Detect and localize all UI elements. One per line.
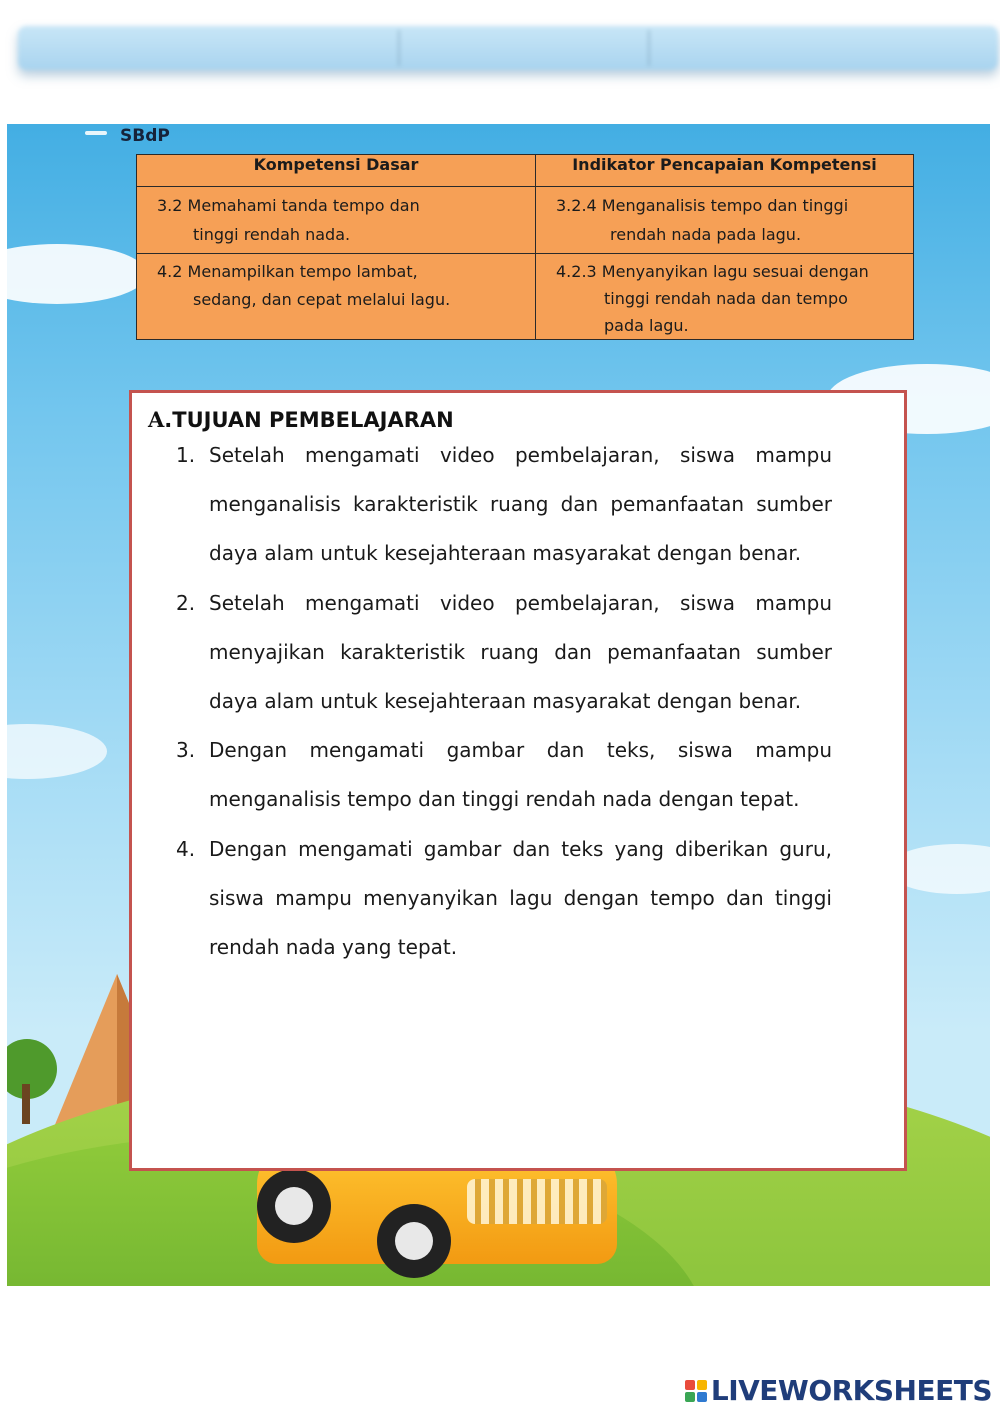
objective-number: 4. — [176, 836, 196, 861]
kd-cell — [137, 187, 536, 254]
cloud-shape — [7, 244, 147, 304]
banner-divider — [398, 30, 400, 66]
competence-table — [136, 154, 914, 340]
objective-number: 1. — [176, 443, 196, 467]
car-wheel — [377, 1204, 451, 1278]
subject-label: SBdP — [120, 126, 170, 146]
section-letter: A — [148, 407, 165, 432]
objective-number: 2. — [176, 590, 196, 615]
objective-text: Setelah mengamati video pembelajaran, siswa mampu menyajikan karakteristik ruang dan pemanfaatan sumber daya alam untuk kesejahteraan masyarakat dengan benar. — [209, 590, 832, 714]
banner-divider — [648, 30, 650, 66]
kd-text-line1: Menampilkan tempo lambat, — [182, 262, 418, 281]
table-row — [137, 187, 914, 254]
objective-number: 3. — [176, 738, 196, 763]
list-item — [172, 431, 832, 579]
objective-text: Setelah mengamati video pembelajaran, siswa mampu menganalisis karakteristik ruang dan pemanfaatan sumber daya alam untuk kesejahteraan masyarakat dengan benar. — [209, 443, 832, 566]
indicator-cell — [536, 187, 914, 254]
kd-text-line1: Memahami tanda tempo dan — [182, 196, 420, 215]
indicator-text-line1: Menganalisis tempo dan tinggi — [596, 196, 849, 215]
tree-trunk — [22, 1084, 30, 1124]
logo-grid-icon — [685, 1380, 707, 1402]
car-grille — [467, 1179, 607, 1224]
kd-text-line2: sedang, dan cepat melalui lagu. — [193, 290, 451, 309]
kd-text-line2: tinggi rendah nada. — [193, 225, 351, 244]
kd-number: 3.2 — [157, 196, 183, 215]
indicator-cell — [536, 254, 914, 340]
indicator-text-line1: Menyanyikan lagu sesuai dengan — [596, 262, 869, 281]
list-item — [172, 579, 832, 727]
logo-square — [685, 1380, 695, 1390]
cloud-shape — [7, 724, 107, 779]
logo-text: LIVEWORKSHEETS — [710, 1374, 992, 1407]
table-header-row — [137, 155, 914, 187]
header-indikator: Indikator Pencapaian Kompetensi — [536, 155, 914, 187]
objective-text: Dengan mengamati gambar dan teks, siswa mampu menganalisis tempo dan tinggi rendah nada dengan tepat. — [209, 738, 832, 812]
list-item — [172, 825, 832, 973]
subject-dash — [85, 131, 107, 135]
kd-cell — [137, 254, 536, 340]
top-cloud-banner — [18, 26, 998, 70]
objectives-list — [172, 431, 832, 972]
list-item — [172, 726, 832, 824]
section-title: .TUJUAN PEMBELAJARAN — [164, 408, 454, 432]
objective-text: Dengan mengamati gambar dan teks yang diberikan guru, siswa mampu menyanyikan lagu dengan tempo dan tinggi rendah nada yang tepat. — [209, 836, 832, 960]
indicator-number: 4.2.3 — [556, 262, 597, 281]
indicator-text-line2: rendah nada pada lagu. — [610, 225, 802, 244]
liveworksheets-logo[interactable] — [685, 1374, 992, 1407]
learning-objectives-box — [129, 390, 907, 1171]
indicator-text-line2: tinggi rendah nada dan tempo — [604, 289, 848, 308]
table-row — [137, 254, 914, 340]
car-wheel — [257, 1169, 331, 1243]
indicator-number: 3.2.4 — [556, 196, 597, 215]
logo-square — [697, 1392, 707, 1402]
kd-number: 4.2 — [157, 262, 183, 281]
objectives-heading — [148, 407, 454, 432]
header-kompetensi-dasar: Kompetensi Dasar — [137, 155, 536, 187]
logo-square — [685, 1392, 695, 1402]
indicator-text-line3: pada lagu. — [604, 316, 689, 335]
logo-square — [697, 1380, 707, 1390]
